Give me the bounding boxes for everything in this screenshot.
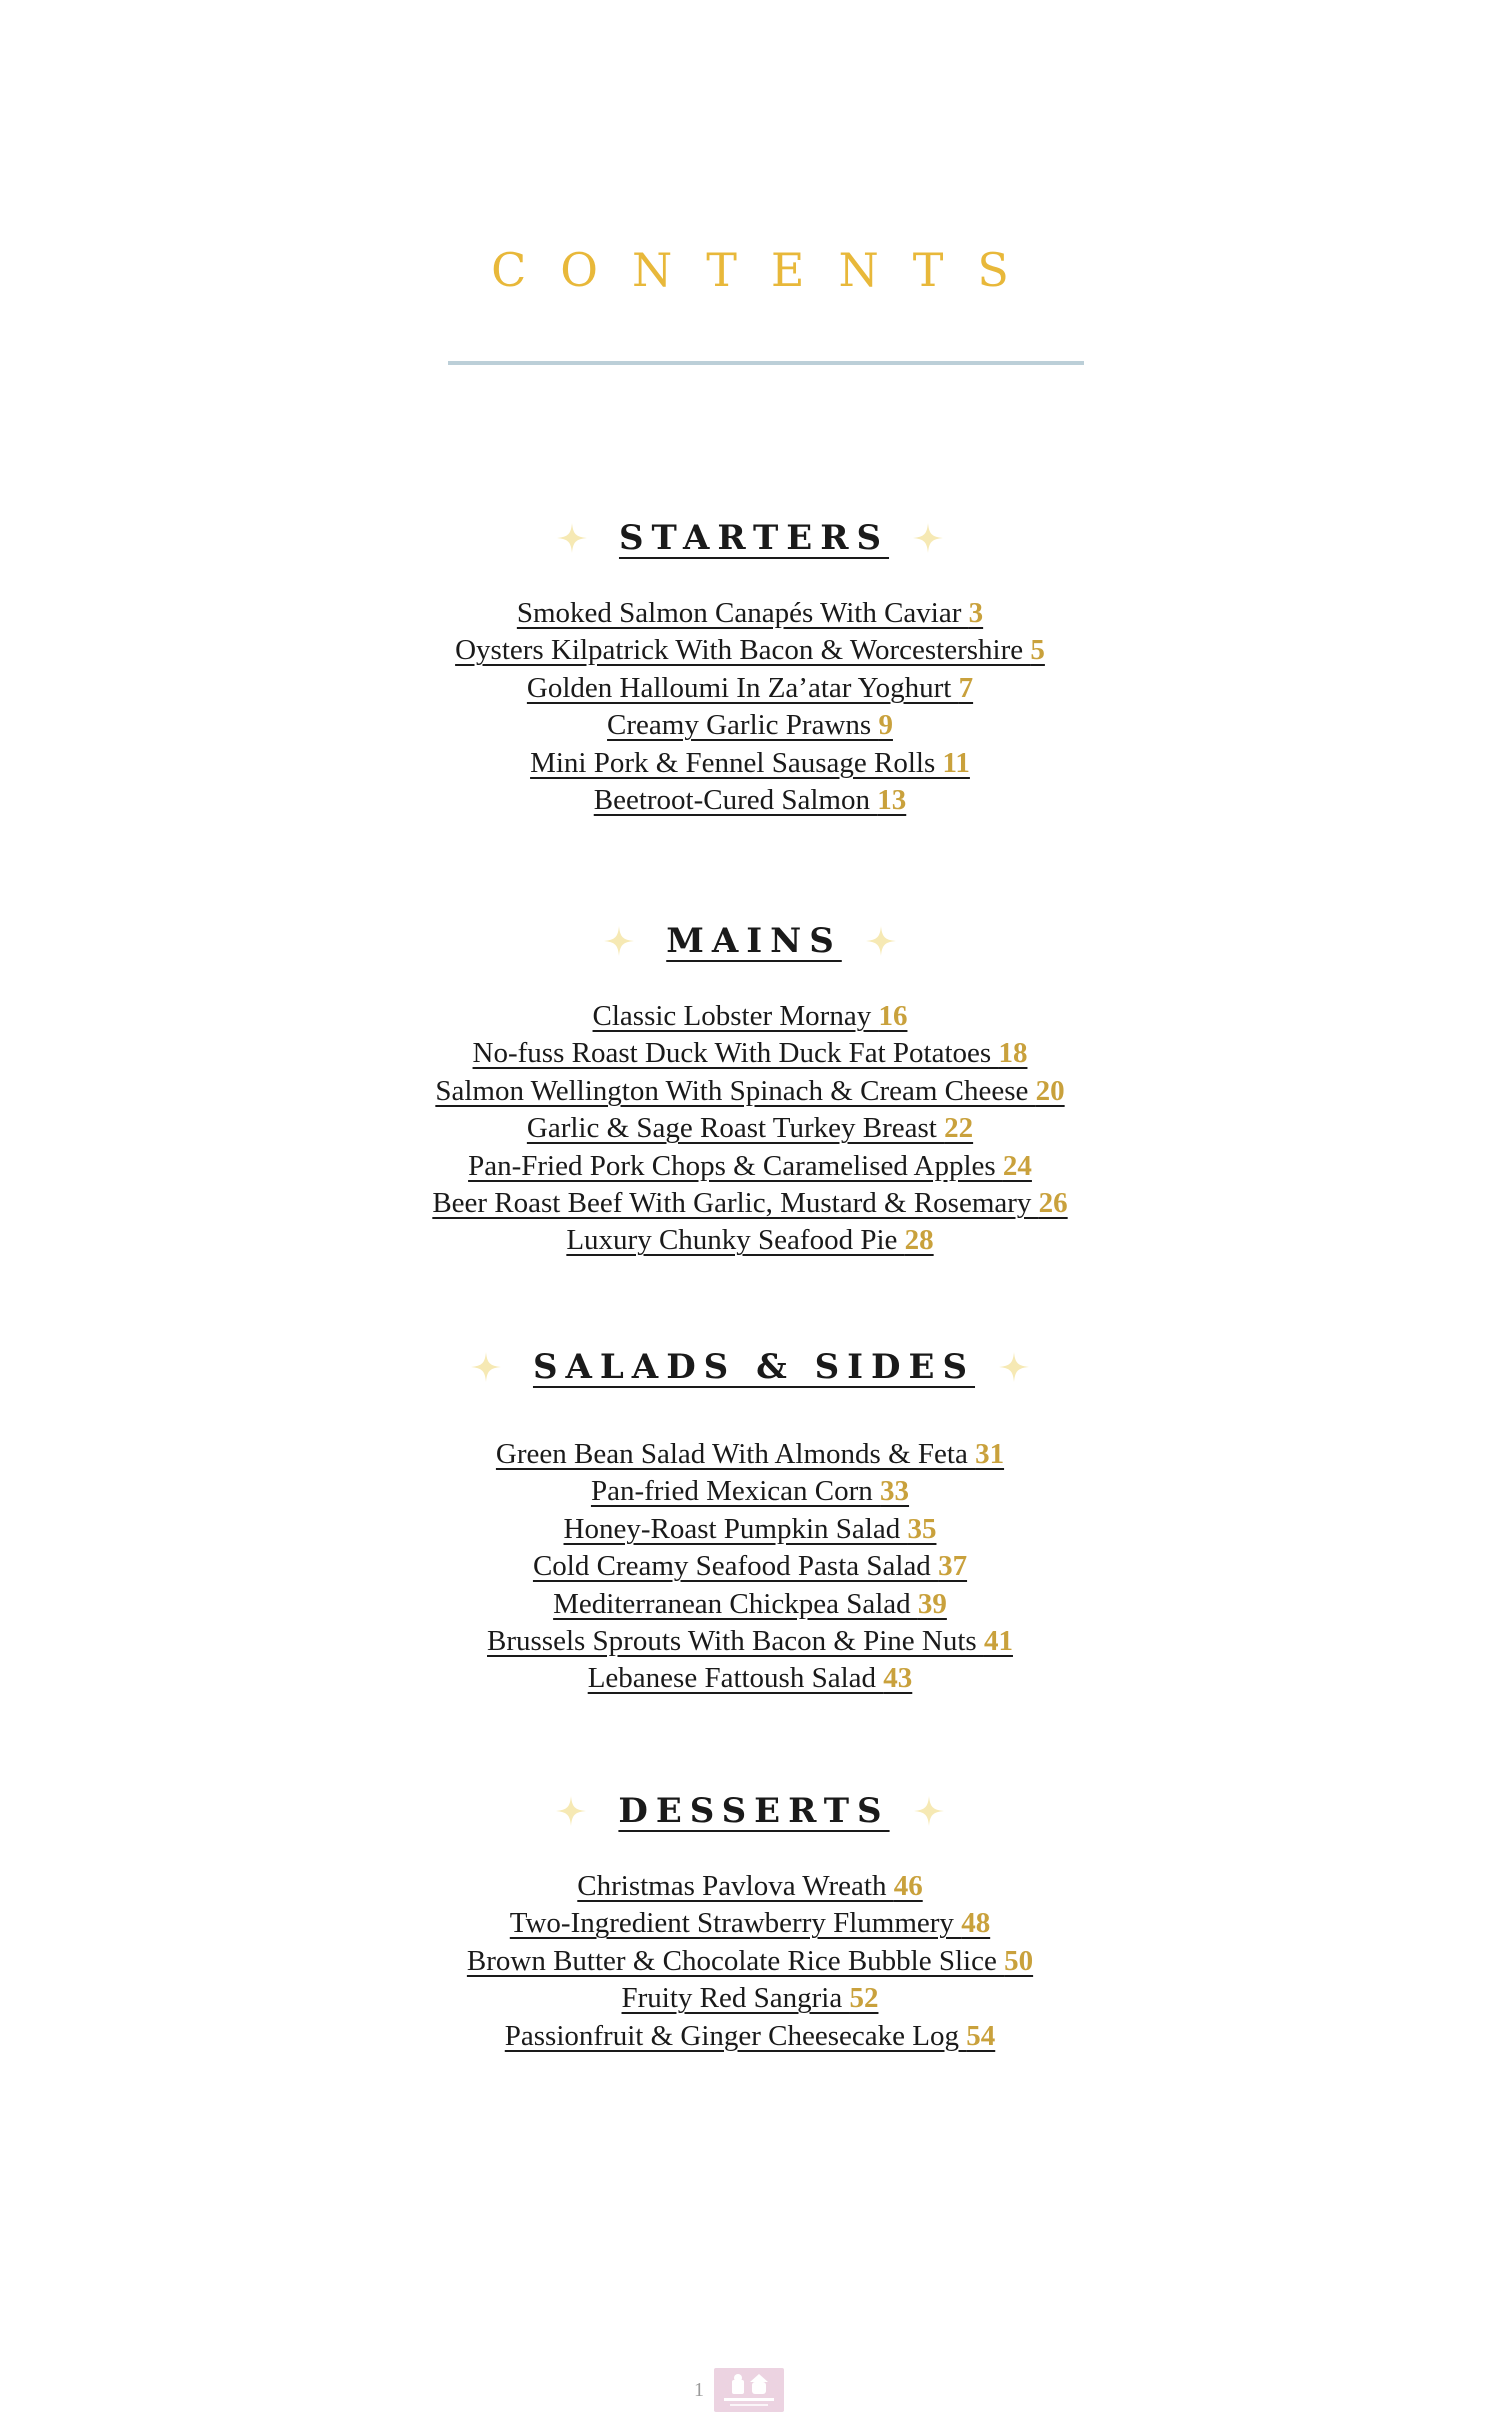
entry-page-number: 48 <box>961 1907 991 1940</box>
entry-page-number: 52 <box>849 1982 879 2015</box>
entry-label: Two-Ingredient Strawberry Flummery <box>509 1907 962 1940</box>
toc-entry[interactable] <box>0 1660 1500 1697</box>
section-title: MAINS <box>666 921 842 961</box>
toc-entry[interactable] <box>0 2018 1500 2055</box>
page-number: 1 <box>694 2378 704 2401</box>
entry-page-number: 11 <box>942 746 970 779</box>
section-header <box>0 916 1500 966</box>
entry-label: Fruity Red Sangria <box>621 1982 850 2015</box>
toc-entry[interactable] <box>0 1868 1500 1905</box>
entry-page-number: 24 <box>1002 1149 1032 1182</box>
toc-entry[interactable] <box>0 1222 1500 1259</box>
entry-label: Mediterranean Chickpea Salad <box>553 1587 918 1620</box>
toc-entry[interactable] <box>0 1436 1500 1473</box>
entry-label: Pan-fried Mexican Corn <box>590 1475 881 1508</box>
entry-label: Oysters Kilpatrick With Bacon & Worcestershire <box>455 634 1031 667</box>
toc-entry[interactable] <box>0 1943 1500 1980</box>
entry-label: Creamy Garlic Prawns <box>607 709 879 742</box>
section-mains <box>0 916 1500 1260</box>
section-title: STARTERS <box>618 518 890 558</box>
toc-entry[interactable] <box>0 670 1500 707</box>
entry-label: Honey-Roast Pumpkin Salad <box>563 1512 908 1545</box>
entry-label: Lebanese Fattoush Salad <box>587 1662 884 1695</box>
sparkle-icon <box>914 1796 944 1826</box>
toc-entry[interactable] <box>0 1110 1500 1147</box>
brand-logo-icon <box>714 2368 784 2412</box>
entry-list <box>0 595 1500 819</box>
entry-label: Green Bean Salad With Almonds & Feta <box>495 1438 976 1470</box>
toc-entry[interactable] <box>0 1905 1500 1942</box>
entry-label: Garlic & Sage Roast Turkey Breast <box>526 1112 945 1145</box>
toc-entry[interactable] <box>0 1511 1500 1548</box>
entry-label: Beer Roast Beef With Garlic, Mustard & Rosemary <box>432 1187 1039 1220</box>
entry-label: Smoked Salmon Canapés With Caviar <box>516 597 969 629</box>
page-footer <box>0 2368 1500 2412</box>
entry-label: Salmon Wellington With Spinach & Cream Cheese <box>435 1074 1036 1107</box>
toc-entry[interactable] <box>0 1980 1500 2017</box>
toc-entry[interactable] <box>0 1073 1500 1110</box>
entry-page-number: 7 <box>958 671 974 704</box>
entry-label: Luxury Chunky Seafood Pie <box>566 1224 905 1257</box>
entry-page-number: 43 <box>883 1662 913 1695</box>
entry-page-number: 22 <box>944 1112 974 1145</box>
entry-page-number: 26 <box>1038 1187 1068 1220</box>
section-header <box>0 1786 1500 1836</box>
sparkle-icon <box>913 523 943 553</box>
sparkle-icon <box>866 926 896 956</box>
toc-entry[interactable] <box>0 1548 1500 1585</box>
section-desserts <box>0 1786 1500 2055</box>
toc-entry[interactable] <box>0 595 1500 632</box>
entry-label: Classic Lobster Mornay <box>592 1000 879 1032</box>
entry-page-number: 37 <box>938 1550 968 1583</box>
toc-entry[interactable] <box>0 1623 1500 1660</box>
entry-label: Brussels Sprouts With Bacon & Pine Nuts <box>487 1625 984 1658</box>
title-divider <box>448 361 1084 365</box>
sparkle-icon <box>557 523 587 553</box>
entry-page-number: 46 <box>893 1870 923 1902</box>
section-header <box>0 513 1500 563</box>
toc-entry[interactable] <box>0 1185 1500 1222</box>
entry-page-number: 28 <box>904 1224 934 1257</box>
entry-label: Christmas Pavlova Wreath <box>577 1870 894 1902</box>
entry-page-number: 31 <box>975 1438 1005 1470</box>
sparkle-icon <box>999 1352 1029 1382</box>
section-starters <box>0 513 1500 819</box>
entry-page-number: 3 <box>968 597 984 629</box>
entry-page-number: 33 <box>880 1475 910 1508</box>
entry-page-number: 41 <box>983 1625 1013 1658</box>
entry-page-number: 50 <box>1004 1944 1034 1977</box>
entry-list <box>0 1868 1500 2055</box>
entry-page-number: 16 <box>878 1000 908 1032</box>
entry-page-number: 9 <box>878 709 893 742</box>
entry-label: Beetroot-Cured Salmon <box>593 784 878 817</box>
entry-page-number: 13 <box>877 784 907 817</box>
entry-page-number: 35 <box>907 1512 937 1545</box>
toc-entry[interactable] <box>0 1148 1500 1185</box>
entry-label: Golden Halloumi In Za’atar Yoghurt <box>526 671 959 704</box>
entry-page-number: 18 <box>998 1037 1028 1070</box>
page-title: CONTENTS <box>491 243 1043 297</box>
sparkle-icon <box>471 1352 501 1382</box>
section-salads-sides <box>0 1342 1500 1698</box>
entry-label: Mini Pork & Fennel Sausage Rolls <box>530 746 943 779</box>
toc-entry[interactable] <box>0 707 1500 744</box>
sparkle-icon <box>604 926 634 956</box>
sparkle-icon <box>556 1796 586 1826</box>
section-header <box>0 1342 1500 1392</box>
entry-label: Passionfruit & Ginger Cheesecake Log <box>504 2019 967 2052</box>
entry-page-number: 5 <box>1030 634 1045 667</box>
entry-page-number: 54 <box>966 2019 996 2052</box>
toc-entry[interactable] <box>0 1473 1500 1510</box>
entry-label: Pan-Fried Pork Chops & Caramelised Apples <box>468 1149 1003 1182</box>
toc-entry[interactable] <box>0 1586 1500 1623</box>
toc-entry[interactable] <box>0 1035 1500 1072</box>
toc-entry[interactable] <box>0 782 1500 819</box>
section-title: SALADS & SIDES <box>532 1347 976 1387</box>
toc-entry[interactable] <box>0 745 1500 782</box>
entry-page-number: 39 <box>917 1587 947 1620</box>
entry-label: Cold Creamy Seafood Pasta Salad <box>532 1550 939 1583</box>
entry-label: Brown Butter & Chocolate Rice Bubble Slice <box>466 1944 1005 1977</box>
entry-page-number: 20 <box>1035 1074 1065 1107</box>
entry-list <box>0 998 1500 1260</box>
section-title: DESSERTS <box>618 1791 890 1831</box>
toc-entry[interactable] <box>0 632 1500 669</box>
entry-label: No-fuss Roast Duck With Duck Fat Potatoes <box>472 1037 999 1070</box>
toc-entry[interactable] <box>0 998 1500 1035</box>
entry-list <box>0 1436 1500 1698</box>
